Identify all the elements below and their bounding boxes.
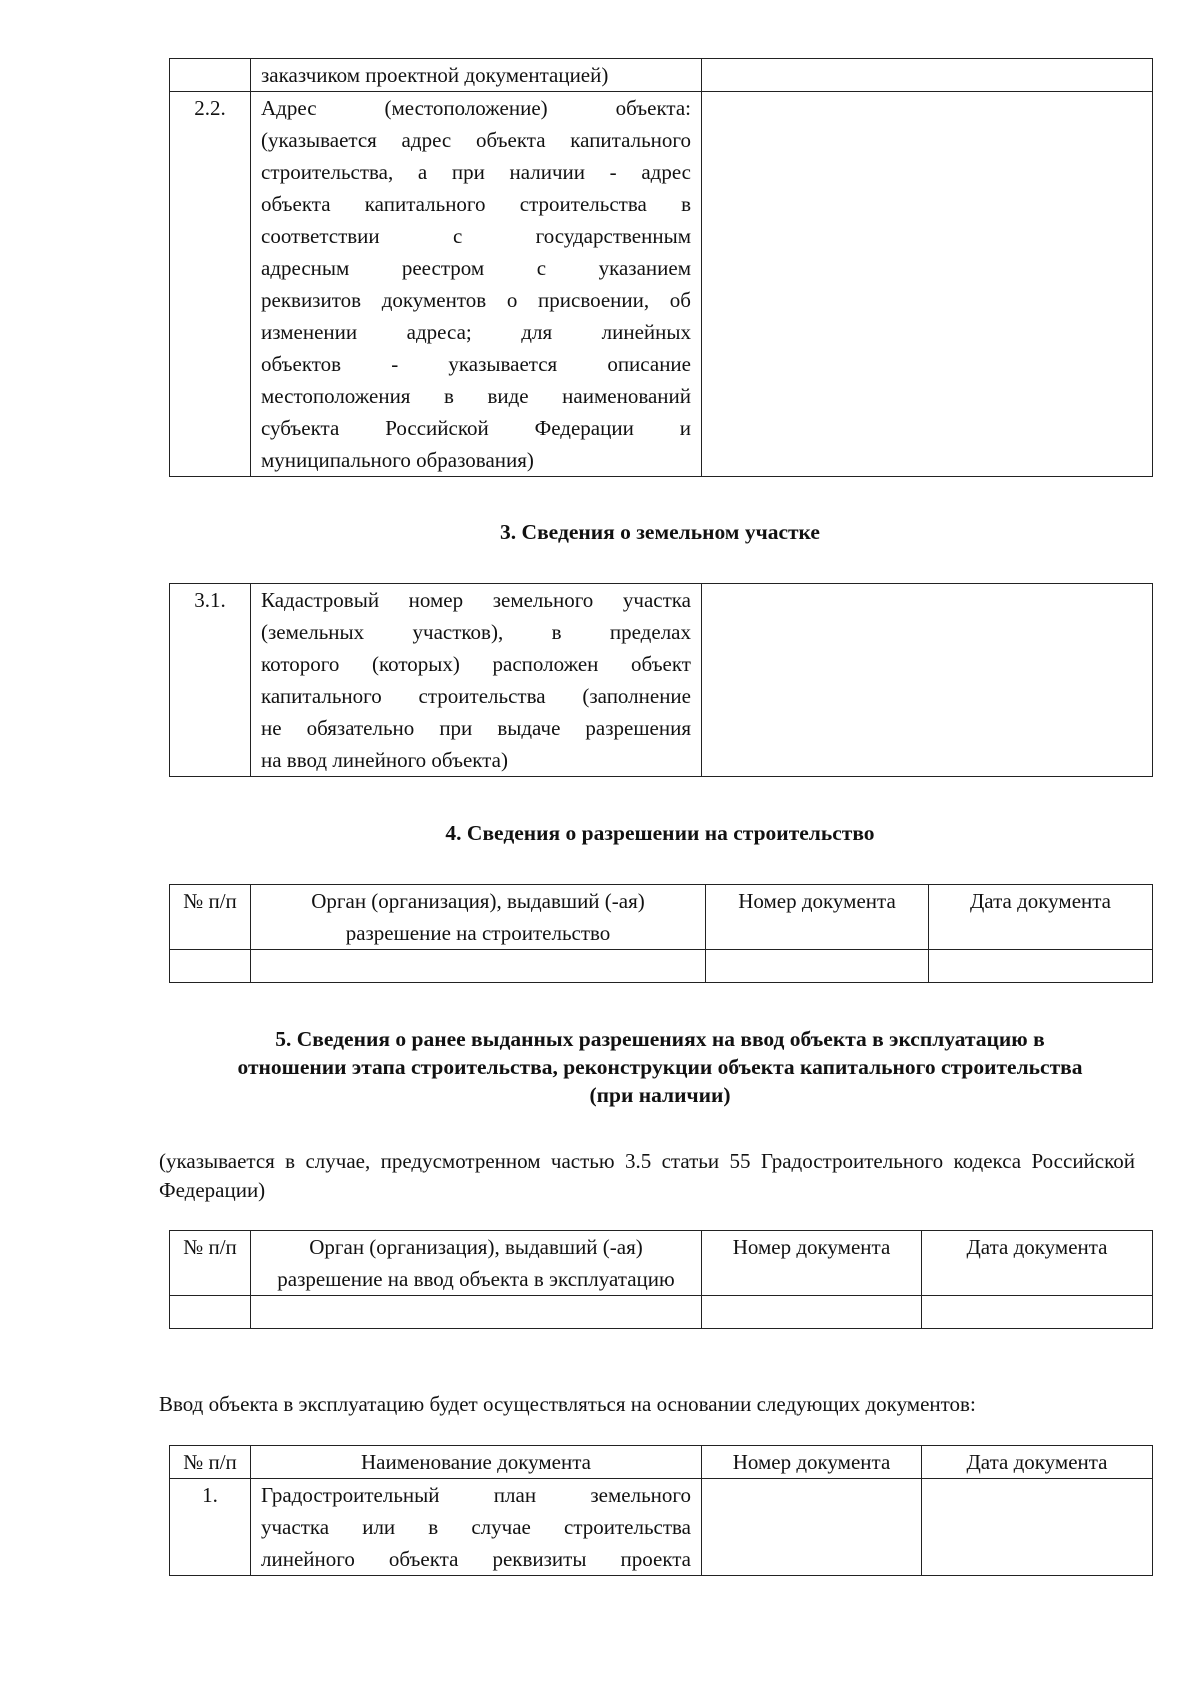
row-label-line: линейного объекта реквизиты проекта: [261, 1547, 691, 1571]
row-value-cell: [702, 59, 1153, 92]
documents-table: [169, 1445, 1153, 1576]
row-label: [251, 584, 702, 777]
row-doc-name: [251, 1479, 702, 1576]
table-header-row: [170, 885, 1153, 950]
empty-cell: [170, 1296, 251, 1329]
section3-table: [169, 583, 1153, 777]
section5-table: [169, 1230, 1153, 1329]
header-doc-date: Дата документа: [922, 1446, 1153, 1479]
row-label-line: субъекта Российской Федерации и: [261, 416, 691, 440]
table-row: [170, 1296, 1153, 1329]
row-label-line: соответствии с государственным: [261, 224, 691, 248]
row-label-line: строительства, а при наличии - адрес: [261, 160, 691, 184]
row-label-line: адресным реестром с указанием: [261, 256, 691, 280]
row-label-line: не обязательно при выдаче разрешения: [261, 716, 691, 740]
documents-intro: Ввод объекта в эксплуатацию будет осуществляться на основании следующих документов:: [159, 1392, 976, 1416]
row-label-line: участка или в случае строительства: [261, 1515, 691, 1539]
header-doc-number: Номер документа: [702, 1231, 922, 1296]
row-label-line: муниципального образования): [261, 448, 534, 472]
empty-cell: [702, 1296, 922, 1329]
row-label-line: местоположения в виде наименований: [261, 384, 691, 408]
section2-table: [169, 58, 1153, 477]
section5-title: [160, 1025, 1160, 1109]
section5-note: (указывается в случае, предусмотренном частью 3.5 статьи 55 Градостроительного кодекса Российской Федерации): [159, 1149, 1135, 1202]
row-doc-number: [702, 1479, 922, 1576]
row-label-line: объекта капитального строительства в: [261, 192, 691, 216]
row-label-line: изменении адреса; для линейных: [261, 320, 691, 344]
table-header-row: [170, 1446, 1153, 1479]
row-label: [251, 92, 702, 477]
empty-cell: [922, 1296, 1153, 1329]
row-label-line: на ввод линейного объекта): [261, 748, 508, 772]
row-label-line: (земельных участков), в пределах: [261, 620, 691, 644]
header-doc-date: Дата документа: [922, 1231, 1153, 1296]
table-row: [170, 92, 1153, 477]
header-organ: Орган (организация), выдавший (-ая) разрешение на строительство: [251, 885, 706, 950]
header-number: № п/п: [170, 1446, 251, 1479]
row-value-cell: [702, 584, 1153, 777]
table-row: [170, 950, 1153, 983]
table-row: [170, 59, 1153, 92]
header-doc-name: Наименование документа: [251, 1446, 702, 1479]
section4-table: [169, 884, 1153, 983]
header-doc-date: Дата документа: [929, 885, 1153, 950]
row-value-cell: [702, 92, 1153, 477]
header-doc-number: Номер документа: [702, 1446, 922, 1479]
section3-title: 3. Сведения о земельном участке: [500, 520, 820, 544]
row-label: [251, 59, 702, 92]
row-label-line: объектов - указывается описание: [261, 352, 691, 376]
row-label-line: реквизитов документов о присвоении, об: [261, 288, 691, 312]
row-label-line: заказчиком проектной документацией): [261, 63, 609, 87]
empty-cell: [251, 950, 706, 983]
row-label-line: которого (которых) расположен объект: [261, 652, 691, 676]
section5-title-line: отношении этапа строительства, реконструкции объекта капитального строительства: [237, 1055, 1083, 1079]
row-label-line: Адрес (местоположение) объекта:: [261, 96, 691, 120]
header-number: № п/п: [170, 1231, 251, 1296]
row-label-line: капитального строительства (заполнение: [261, 684, 691, 708]
header-organ: Орган (организация), выдавший (-ая) разрешение на ввод объекта в эксплуатацию: [251, 1231, 702, 1296]
header-doc-number: Номер документа: [706, 885, 929, 950]
table-row: [170, 1479, 1153, 1576]
empty-cell: [929, 950, 1153, 983]
row-number: 3.1.: [170, 584, 251, 777]
row-label-line: Кадастровый номер земельного участка: [261, 588, 691, 612]
row-label-line: Градостроительный план земельного: [261, 1483, 691, 1507]
row-number: 2.2.: [170, 92, 251, 477]
empty-cell: [170, 950, 251, 983]
empty-cell: [706, 950, 929, 983]
row-number: [170, 59, 251, 92]
table-header-row: [170, 1231, 1153, 1296]
header-number: № п/п: [170, 885, 251, 950]
row-number: 1.: [170, 1479, 251, 1576]
section4-title: 4. Сведения о разрешении на строительство: [445, 821, 875, 845]
row-label-line: (указывается адрес объекта капитального: [261, 128, 691, 152]
section5-title-line: (при наличии): [589, 1083, 731, 1107]
row-doc-date: [922, 1479, 1153, 1576]
empty-cell: [251, 1296, 702, 1329]
table-row: [170, 584, 1153, 777]
section5-title-line: 5. Сведения о ранее выданных разрешениях на ввод объекта в эксплуатацию в: [275, 1027, 1045, 1051]
